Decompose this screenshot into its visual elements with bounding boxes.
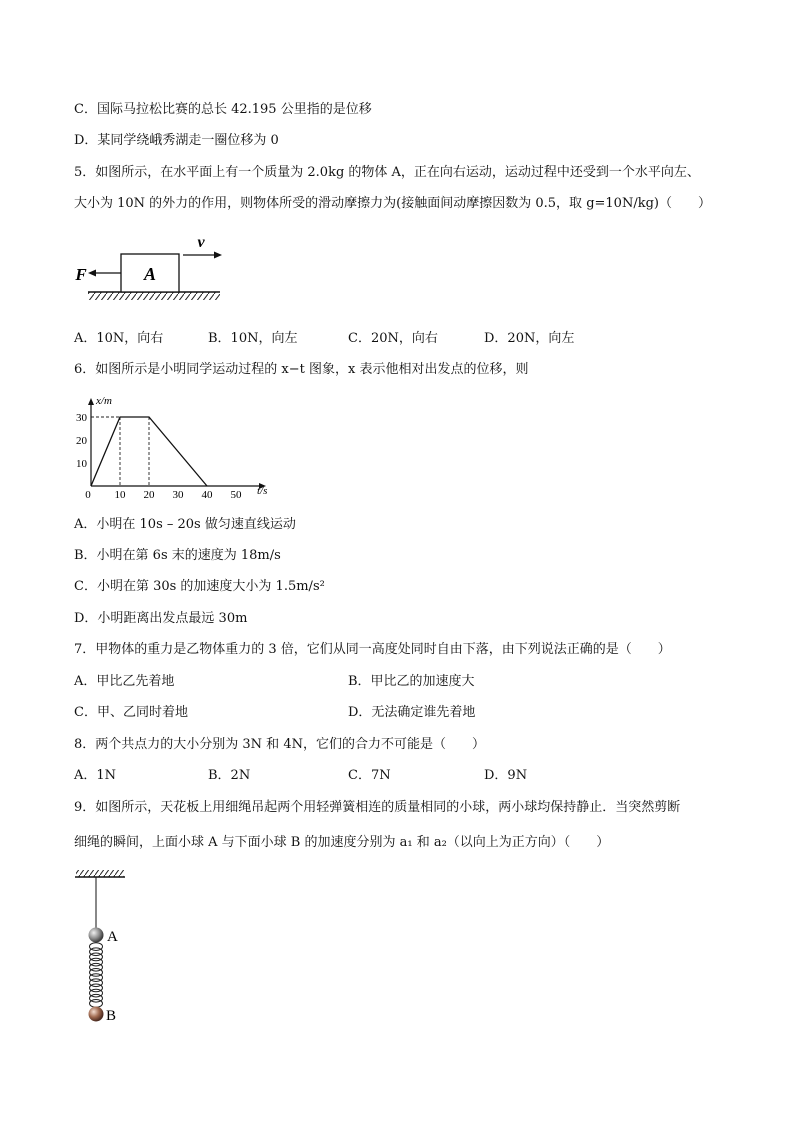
q8-option-a: A．1N [74,768,117,783]
q6-option-c: C．小明在第 30s 的加速度大小为 1.5m/s² [74,579,325,594]
q7-option-b: B．甲比乙的加速度大 [348,674,475,689]
q5-option-a: A．10N，向右 [74,331,164,346]
q5-option-b: B．10N，向左 [208,331,298,346]
x-tick-0: 0 [85,489,91,501]
force-arrow-head [88,270,96,277]
q9-stem-line1: 9．如图所示，天花板上用细绳吊起两个用轻弹簧相连的质量相同的小球，两小球均保持静止．当突然剪断 [74,800,681,815]
q5-option-c: C．20N，向右 [348,331,438,346]
q6-option-b: B．小明在第 6s 末的速度为 18m/s [74,548,281,563]
q5-block-figure [70,230,230,302]
q5-stem-line1: 5．如图所示，在水平面上有一个质量为 2.0kg 的物体 A，正在向右运动，运动过程中还受到一个水平向左、 [74,165,700,180]
ball-b-label: B [106,1008,117,1024]
ceiling-hatch [76,870,124,877]
q9-stem-line2: 细绳的瞬间，上面小球 A 与下面小球 B 的加速度分别为 a₁ 和 a₂（以向上为正方向）（ ） [74,835,610,850]
x-tick-20: 20 [143,489,155,501]
q8-option-d: D．9N [484,768,528,783]
x-axis-label: t/s [257,485,268,497]
q4-option-d: D．某同学绕峨秀湖走一圈位移为 0 [74,133,279,148]
x-tick-30: 30 [172,489,184,501]
q6-option-a: A．小明在 10s – 20s 做匀速直线运动 [74,517,296,532]
q5-stem-line2: 大小为 10N 的外力的作用，则物体所受的滑动摩擦力为(接触面间动摩擦因数为 0.5，取 g=10N/kg)（ ） [74,196,711,211]
q9-spring-figure [70,868,140,1028]
x-tick-50: 50 [230,489,242,501]
y-tick-30: 30 [76,412,87,424]
ball-b [89,1007,104,1022]
y-tick-20: 20 [76,435,87,447]
y-axis-arrow [88,398,94,405]
ball-a [89,928,104,943]
q4-option-c: C．国际马拉松比赛的总长 42.195 公里指的是位移 [74,102,372,117]
velocity-label: v [197,234,205,251]
q8-option-c: C．7N [348,768,391,783]
q7-option-d: D．无法确定谁先着地 [348,705,476,720]
q7-option-c: C．甲、乙同时着地 [74,705,188,720]
q5-option-d: D．20N，向左 [484,331,575,346]
xt-graph [70,390,290,502]
q8-option-b: B．2N [208,768,251,783]
q7-stem: 7．甲物体的重力是乙物体重力的 3 倍，它们从同一高度处同时自由下落，由下列说法正确的是（ ） [74,642,671,657]
y-tick-10: 10 [76,458,87,470]
q7-option-a: A．甲比乙先着地 [74,674,175,689]
velocity-arrow-head [214,252,222,259]
x-tick-10: 10 [114,489,126,501]
force-label: F [75,265,87,284]
spring-coil [90,1000,103,1008]
q8-stem: 8．两个共点力的大小分别为 3N 和 4N，它们的合力不可能是（ ） [74,737,485,752]
x-tick-40: 40 [201,489,213,501]
q6-stem: 6．如图所示是小明同学运动过程的 x−t 图象，x 表示他相对出发点的位移，则 [74,362,529,377]
y-axis-label: x/m [96,395,112,407]
block-label: A [143,264,157,284]
q6-option-d: D．小明距离出发点最远 30m [74,611,248,626]
spring [90,943,103,1008]
ball-a-label: A [107,929,118,945]
ground-hatch [88,292,220,300]
